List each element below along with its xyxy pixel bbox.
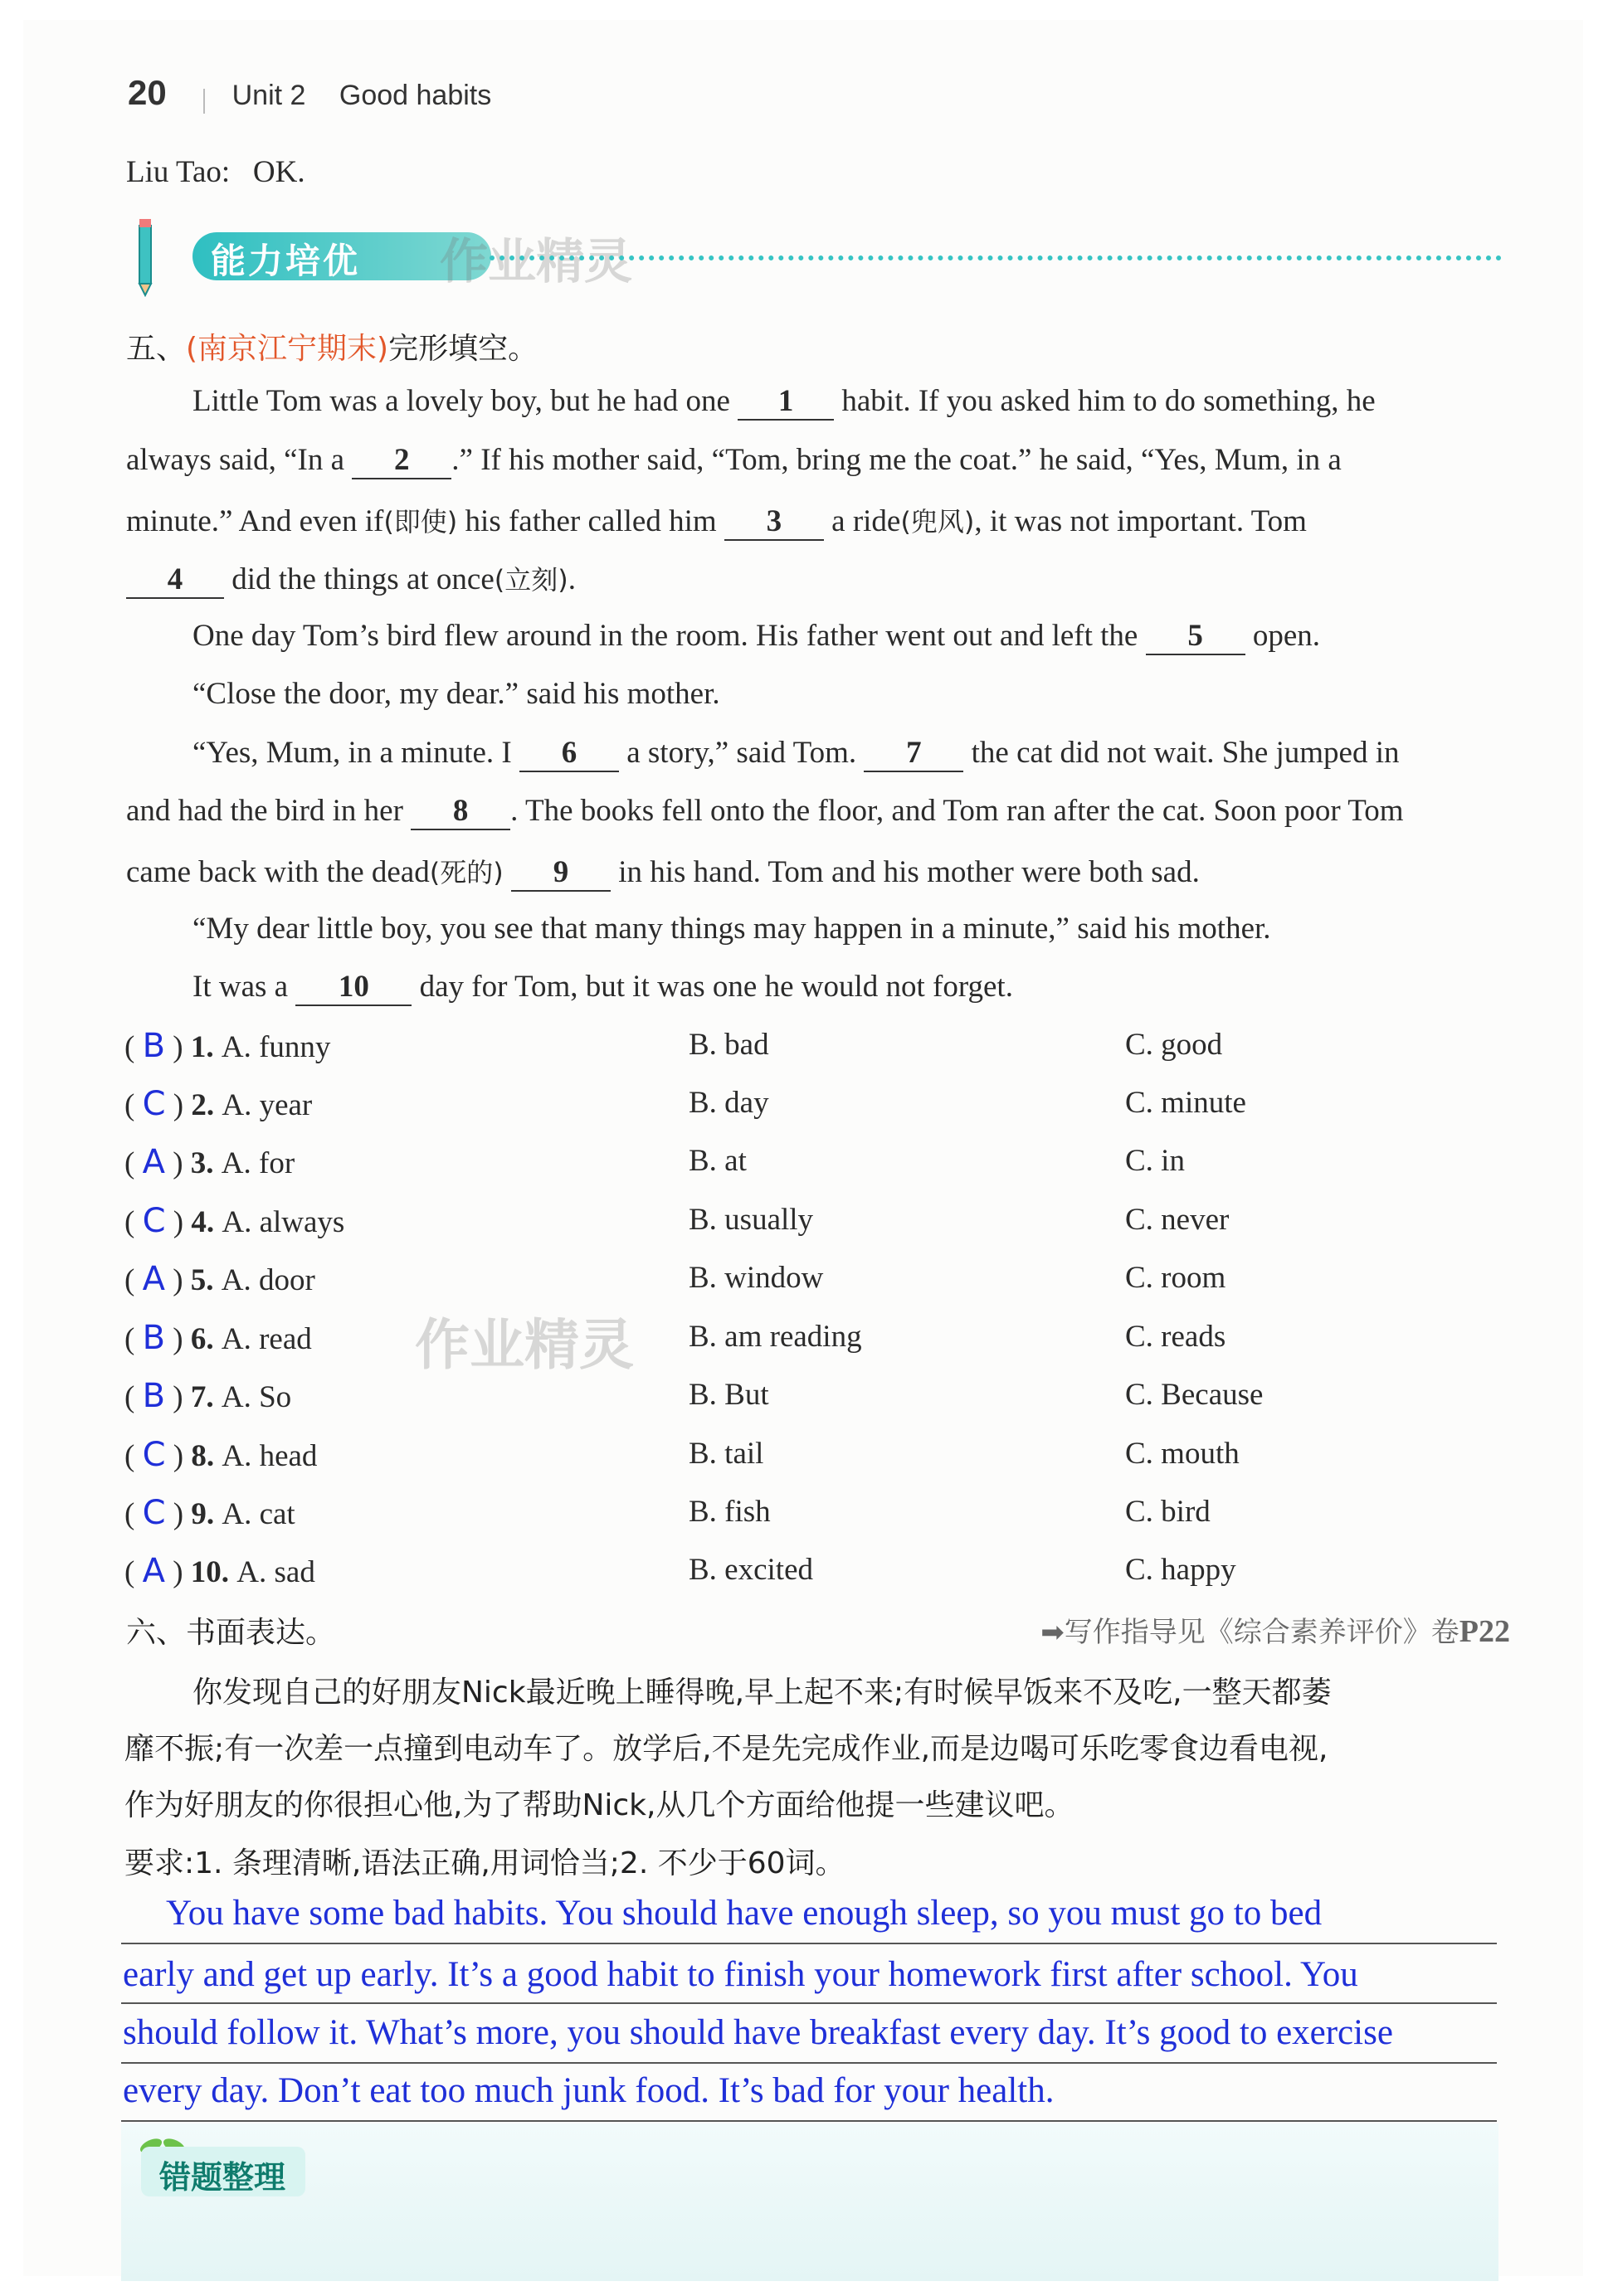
text-run: the cat did not wait. She jumped in bbox=[963, 736, 1400, 770]
question-row: ( C ) 9. A. cat bbox=[124, 1494, 295, 1532]
blank-10: 10 bbox=[295, 969, 412, 1006]
text-run: his father called him bbox=[457, 504, 724, 538]
passage-line-10: “My dear little boy, you see that many things may happen in a minute,” said his mother. bbox=[192, 912, 1271, 946]
writing-rule bbox=[121, 2062, 1497, 2064]
reference-page: P22 bbox=[1459, 1614, 1510, 1649]
dialog-end-line: Liu Tao: OK. bbox=[126, 155, 305, 189]
text-run: . The books fell onto the floor, and Tom ran after the cat. Soon poor Tom bbox=[510, 794, 1404, 828]
section6-heading: 六、书面表达。 bbox=[126, 1616, 336, 1650]
text-run: .” If his mother said, “Tom, bring me the coat.” he said, “Yes, Mum, in a bbox=[451, 443, 1342, 477]
blank-8: 8 bbox=[411, 793, 510, 830]
question-number: 1. bbox=[190, 1030, 214, 1064]
question-row: ( C ) 4. A. always bbox=[124, 1202, 345, 1240]
passage-line-2 bbox=[126, 442, 1342, 479]
question-number: 4. bbox=[191, 1205, 215, 1239]
question-number: 7. bbox=[190, 1380, 214, 1414]
text-run: minute.” And even if bbox=[126, 504, 384, 538]
section5-heading bbox=[126, 325, 538, 367]
option-c: C. good bbox=[1125, 1028, 1223, 1062]
passage-line-1 bbox=[192, 383, 1376, 421]
answer-mark: C bbox=[142, 1202, 166, 1240]
text-run: and had the bird in her bbox=[126, 794, 412, 828]
passage-line-3 bbox=[126, 501, 1307, 541]
text-run: One day Tom’s bird flew around in the room. His father went out and left the bbox=[192, 619, 1146, 653]
blank-9: 9 bbox=[511, 854, 611, 892]
option-c: C. Because bbox=[1125, 1378, 1264, 1412]
text-run: Little Tom was a lovely boy, but he had one bbox=[192, 384, 738, 418]
essay-line-2: early and get up early. It’s a good habit to finish your homework first after school. You bbox=[123, 1955, 1358, 1994]
blank-3: 3 bbox=[724, 503, 824, 541]
banner-dotted-line bbox=[490, 255, 1502, 260]
text-run: It was a bbox=[192, 970, 296, 1004]
option-c: C. mouth bbox=[1125, 1437, 1240, 1471]
question-number: 3. bbox=[190, 1146, 214, 1180]
error-notes-panel bbox=[121, 2123, 1498, 2281]
option-b: B. at bbox=[689, 1144, 747, 1178]
question-number: 2. bbox=[191, 1088, 215, 1122]
text-run: open. bbox=[1245, 619, 1321, 653]
answer-mark: B bbox=[142, 1319, 166, 1357]
pencil-icon bbox=[129, 217, 163, 297]
answer-mark: A bbox=[142, 1260, 165, 1298]
writing-rule bbox=[121, 2120, 1497, 2122]
answer-mark: B bbox=[142, 1027, 166, 1065]
text-run bbox=[504, 855, 511, 889]
requirements: 要求:1. 条理清晰,语法正确,用词恰当;2. 不少于60词。 bbox=[124, 1846, 845, 1880]
option-c: C. in bbox=[1125, 1144, 1185, 1178]
passage-line-11 bbox=[192, 969, 1013, 1006]
question-row: ( B ) 1. A. funny bbox=[124, 1027, 331, 1065]
question-number: 5. bbox=[190, 1263, 214, 1297]
answer-mark: C bbox=[142, 1436, 166, 1474]
section5-source: (南京江宁期末) bbox=[186, 332, 389, 366]
question-row: ( C ) 8. A. head bbox=[124, 1436, 318, 1474]
watermark-text: 作业精灵 bbox=[440, 233, 633, 289]
passage-line-7 bbox=[192, 735, 1400, 772]
section5-prefix: 五、 bbox=[126, 332, 187, 366]
blank-1: 1 bbox=[738, 383, 834, 421]
question-number: 9. bbox=[191, 1497, 215, 1531]
writing-rule bbox=[121, 2002, 1497, 2004]
passage-line-6: “Close the door, my dear.” said his mother. bbox=[192, 677, 720, 711]
option-a: A. read bbox=[221, 1322, 312, 1356]
unit-title: Good habits bbox=[339, 80, 492, 111]
option-b: B. excited bbox=[689, 1553, 814, 1587]
option-b: B. usually bbox=[689, 1203, 814, 1237]
question-row: ( A ) 3. A. for bbox=[124, 1143, 295, 1181]
blank-4: 4 bbox=[126, 562, 224, 599]
option-a: A. door bbox=[221, 1263, 315, 1297]
error-notes-label: 错题整理 bbox=[159, 2159, 286, 2196]
option-a: A. always bbox=[222, 1205, 345, 1239]
blank-2: 2 bbox=[352, 442, 451, 479]
option-c: C. bird bbox=[1125, 1495, 1211, 1529]
text-run: came back with the dead bbox=[126, 855, 430, 889]
passage-line-9 bbox=[126, 852, 1200, 892]
question-row: ( A ) 10. A. sad bbox=[124, 1552, 315, 1590]
writing-guide-reference bbox=[1040, 1609, 1510, 1650]
text-run: day for Tom, but it was one he would not forget. bbox=[412, 970, 1013, 1004]
option-a: A. year bbox=[222, 1088, 313, 1122]
question-row: ( B ) 6. A. read bbox=[124, 1319, 312, 1357]
reference-text: ➡写作指导见《综合素养评价》卷 bbox=[1040, 1616, 1459, 1649]
blank-6: 6 bbox=[519, 735, 619, 772]
error-notes-label-box bbox=[141, 2147, 305, 2196]
text-run: always said, “In a bbox=[126, 443, 353, 477]
passage-line-4 bbox=[126, 559, 576, 599]
option-c: C. room bbox=[1125, 1261, 1226, 1295]
option-a: A. So bbox=[221, 1380, 292, 1414]
essay-line-4: every day. Don’t eat too much junk food. It’s bad for your health. bbox=[123, 2071, 1055, 2110]
answer-mark: A bbox=[142, 1552, 165, 1590]
header-divider bbox=[203, 89, 205, 114]
passage-line-8 bbox=[126, 793, 1404, 830]
text-run: , it was not important. Tom bbox=[974, 504, 1307, 538]
option-a: A. head bbox=[222, 1439, 318, 1473]
option-a: A. funny bbox=[221, 1030, 331, 1064]
option-c: C. minute bbox=[1125, 1086, 1246, 1120]
prompt-line-1: 你发现自己的好朋友Nick最近晚上睡得晚,早上起不来;有时候早饭来不及吃,一整天都萎 bbox=[192, 1676, 1332, 1710]
prompt-line-3: 作为好朋友的你很担心他,为了帮助Nick,从几个方面给他提一些建议吧。 bbox=[124, 1788, 1074, 1822]
option-b: B. am reading bbox=[689, 1320, 862, 1354]
text-run: in his hand. Tom and his mother were both sad. bbox=[610, 855, 1200, 889]
essay-line-1: You have some bad habits. You should have enough sleep, so you must go to bed bbox=[166, 1894, 1323, 1933]
text-run: . bbox=[568, 562, 576, 596]
option-b: B. day bbox=[689, 1086, 769, 1120]
text-run: habit. If you asked him to do something, he bbox=[834, 384, 1376, 418]
writing-rule bbox=[121, 1943, 1497, 1944]
passage-line-5 bbox=[192, 618, 1320, 655]
chinese-gloss: (立刻) bbox=[494, 564, 568, 596]
section5-title: 完形填空。 bbox=[388, 332, 538, 366]
option-b: B. bad bbox=[689, 1028, 769, 1062]
option-a: A. cat bbox=[222, 1497, 295, 1531]
question-number: 10. bbox=[190, 1555, 230, 1589]
text-run: did the things at once bbox=[224, 562, 495, 596]
option-a: A. sad bbox=[236, 1555, 315, 1589]
answer-mark: A bbox=[142, 1143, 165, 1181]
chinese-gloss: (死的) bbox=[429, 857, 504, 888]
answer-mark: C bbox=[142, 1085, 166, 1123]
answer-mark: C bbox=[142, 1494, 166, 1532]
option-c: C. never bbox=[1125, 1203, 1230, 1237]
unit-label: Unit 2 bbox=[231, 80, 306, 111]
question-row: ( C ) 2. A. year bbox=[124, 1085, 313, 1123]
essay-line-3: should follow it. What’s more, you should have breakfast every day. It’s good to exercise bbox=[123, 2013, 1393, 2052]
blank-7: 7 bbox=[864, 735, 963, 772]
text-run: a ride bbox=[823, 504, 901, 538]
page-header bbox=[128, 73, 491, 114]
blank-5: 5 bbox=[1146, 618, 1245, 655]
watermark-text: 作业精灵 bbox=[415, 1313, 634, 1377]
option-c: C. happy bbox=[1125, 1553, 1236, 1587]
option-b: B. tail bbox=[689, 1437, 764, 1471]
section-banner bbox=[124, 214, 1502, 297]
option-b: B. fish bbox=[689, 1495, 771, 1529]
page-number: 20 bbox=[128, 73, 167, 112]
question-row: ( B ) 7. A. So bbox=[124, 1377, 292, 1415]
question-number: 6. bbox=[190, 1322, 214, 1356]
chinese-gloss: (即使) bbox=[383, 506, 458, 538]
question-number: 8. bbox=[191, 1439, 215, 1473]
option-a: A. for bbox=[221, 1146, 295, 1180]
option-b: B. But bbox=[689, 1378, 769, 1412]
text-run: a story,” said Tom. bbox=[618, 736, 865, 770]
answer-mark: B bbox=[142, 1377, 166, 1415]
text-run: “Yes, Mum, in a minute. I bbox=[192, 736, 519, 770]
option-c: C. reads bbox=[1125, 1320, 1226, 1354]
question-row: ( A ) 5. A. door bbox=[124, 1260, 315, 1298]
option-b: B. window bbox=[689, 1261, 824, 1295]
chinese-gloss: (兜风) bbox=[900, 506, 975, 538]
prompt-line-2: 靡不振;有一次差一点撞到电动车了。放学后,不是先完成作业,而是边喝可乐吃零食边看电视, bbox=[124, 1732, 1328, 1766]
banner-label: 能力培优 bbox=[211, 241, 361, 281]
